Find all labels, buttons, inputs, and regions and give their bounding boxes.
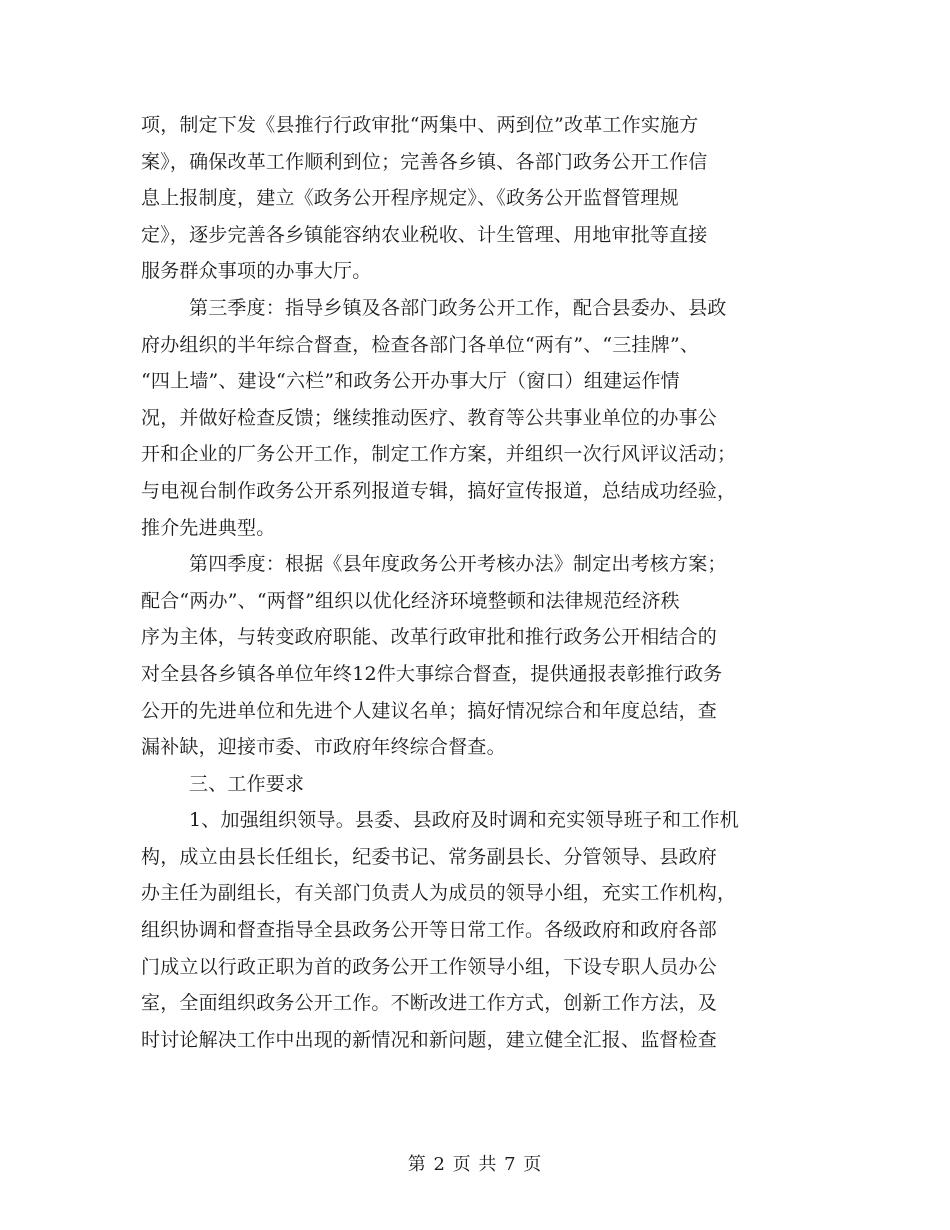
text-line: 对全县各乡镇各单位年终12件大事综合督查，提供通报表彰推行政务	[141, 662, 723, 685]
text-line: 漏补缺，迎接市委、市政府年终综合督查。	[141, 736, 506, 759]
text-line: 组织协调和督查指导全县政务公开等日常工作。各级政府和政府各部	[141, 919, 718, 942]
text-line: 府办组织的半年综合督查，检查各部门各单位“两有”、“三挂牌”、	[141, 333, 700, 356]
text-line: 案》，确保改革工作顺利到位；完善各乡镇、各部门政务公开工作信	[141, 150, 708, 173]
section-heading: 三、工作要求	[189, 772, 305, 795]
text-line: 息上报制度，建立《政务公开程序规定》、《政务公开监督管理规	[141, 187, 679, 210]
text-line: “四上墙”、建设“六栏”和政务公开办事大厅（窗口）组建运作情	[141, 370, 680, 393]
paragraph-start-q4: 第四季度：根据《县年度政务公开考核办法》制定出考核方案；	[189, 553, 727, 576]
page-footer: 第 2 页 共 7 页	[407, 1154, 543, 1175]
text-line: 构，成立由县长任组长，纪委书记、常务副县长、分管领导、县政府	[141, 845, 718, 868]
paragraph-start-q3: 第三季度：指导乡镇及各部门政务公开工作，配合县委办、县政	[189, 296, 727, 319]
text-line: 办主任为副组长，有关部门负责人为成员的领导小组，充实工作机构，	[141, 882, 737, 905]
text-line: 开和企业的厂务公开工作，制定工作方案，并组织一次行风评议活动；	[141, 443, 737, 466]
text-line: 门成立以行政正职为首的政务公开工作领导小组，下设专职人员办公	[141, 955, 718, 978]
text-line: 服务群众事项的办事大厅。	[141, 260, 372, 283]
text-line: 配合“两办”、“两督”组织以优化经济环境整顿和法律规范经济秩	[141, 589, 680, 612]
text-line: 与电视台制作政务公开系列报道专辑，搞好宣传报道，总结成功经验，	[141, 479, 737, 502]
text-line: 室，全面组织政务公开工作。不断改进工作方式，创新工作方法，及	[141, 992, 718, 1015]
paragraph-start-item-1: 1、加强组织领导。县委、县政府及时调和充实领导班子和工作机	[189, 809, 739, 832]
text-line: 定》，逐步完善各乡镇能容纳农业税收、计生管理、用地审批等直接	[141, 223, 708, 246]
text-line: 序为主体，与转变政府职能、改革行政审批和推行政务公开相结合的	[141, 626, 718, 649]
text-line: 项，制定下发《县推行行政审批“两集中、两到位”改革工作实施方	[141, 114, 699, 136]
text-line: 况，并做好检查反馈；继续推动医疗、教育等公共事业单位的办事公	[141, 406, 718, 429]
text-line: 时讨论解决工作中出现的新情况和新问题，建立健全汇报、监督检查	[141, 1028, 718, 1051]
body-text	[141, 107, 811, 1058]
text-line: 推介先进典型。	[141, 516, 276, 539]
text-line: 公开的先进单位和先进个人建议名单；搞好情况综合和年度总结，查	[141, 699, 718, 722]
